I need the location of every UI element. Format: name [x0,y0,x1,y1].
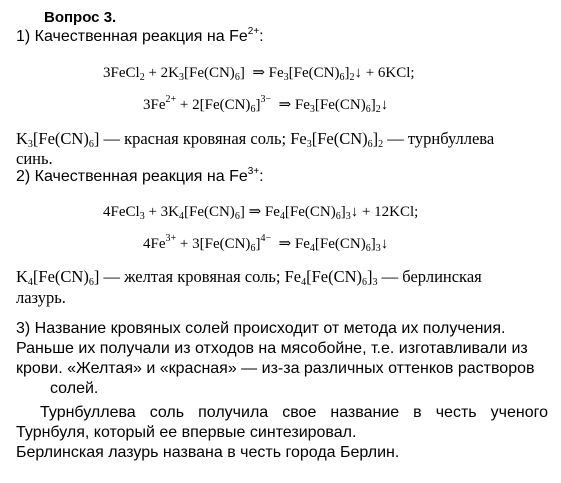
part3-line-3: крови. «Желтая» и «красная» — из-за различных оттенков растворов [16,360,535,377]
part3-line-1: 3) Название кровяных солей происходит от метода их получения. [16,320,506,337]
turnbull-paragraph-line-1: Турнбуллева соль получила свое название в честь ученого [40,404,548,421]
part1-equation-molecular: 3FeCl$_2$ + $2K_3[Fe(CN)_6]$ ⇒ $Fe_3[Fe(CN)_6]_2↓ + 6KCl$; [103,65,415,83]
turnbull-paragraph-line-2: Турнбуля, который ее впервые синтезировал. [16,424,357,441]
part2-heading: 2) Качественная реакция на $Fe^{3+}$: [16,166,264,185]
question-title: Вопрос 3. [44,9,117,26]
part3-line-4: солей. [50,380,99,397]
berlin-paragraph: Берлинская лазурь названа в честь города Берлин. [16,444,400,461]
part1-note-continued: синь. [16,149,53,168]
part2-equation-ionic: $4Fe^{3+} + 3[Fe(CN)_6]^{4-}$ ⇒ $Fe_4[Fe(CN)_6]_3↓$ [143,233,389,254]
part2-equation-molecular: 4FeCl$_3$ + $3K_4[Fe(CN)_6]$ ⇒ $Fe_4[Fe(CN)_6]_3↓ + 12KCl$; [103,204,419,222]
part2-note: $K_4[Fe(CN)_6]$ — желтая кровяная соль; $Fe_4[Fe(CN)_6]_3$ — берлинская [16,267,482,288]
part1-note: $K_3[Fe(CN)_6]$ — красная кровяная соль; $Fe_3[Fe(CN)_6]_2$ — турнбуллева [16,129,495,150]
part3-line-2: Раньше их получали из отходов на мясобойне, т.е. изготавливали из [16,340,528,357]
part1-heading: 1) Качественная реакция на $Fe^{2+}$: [16,26,264,45]
part1-equation-ionic: $3Fe^{2+} + 2[Fe(CN)_6]^{3-}$ ⇒ $Fe_3[Fe(CN)_6]_2↓$ [143,94,389,115]
part2-note-continued: лазурь. [16,288,66,307]
